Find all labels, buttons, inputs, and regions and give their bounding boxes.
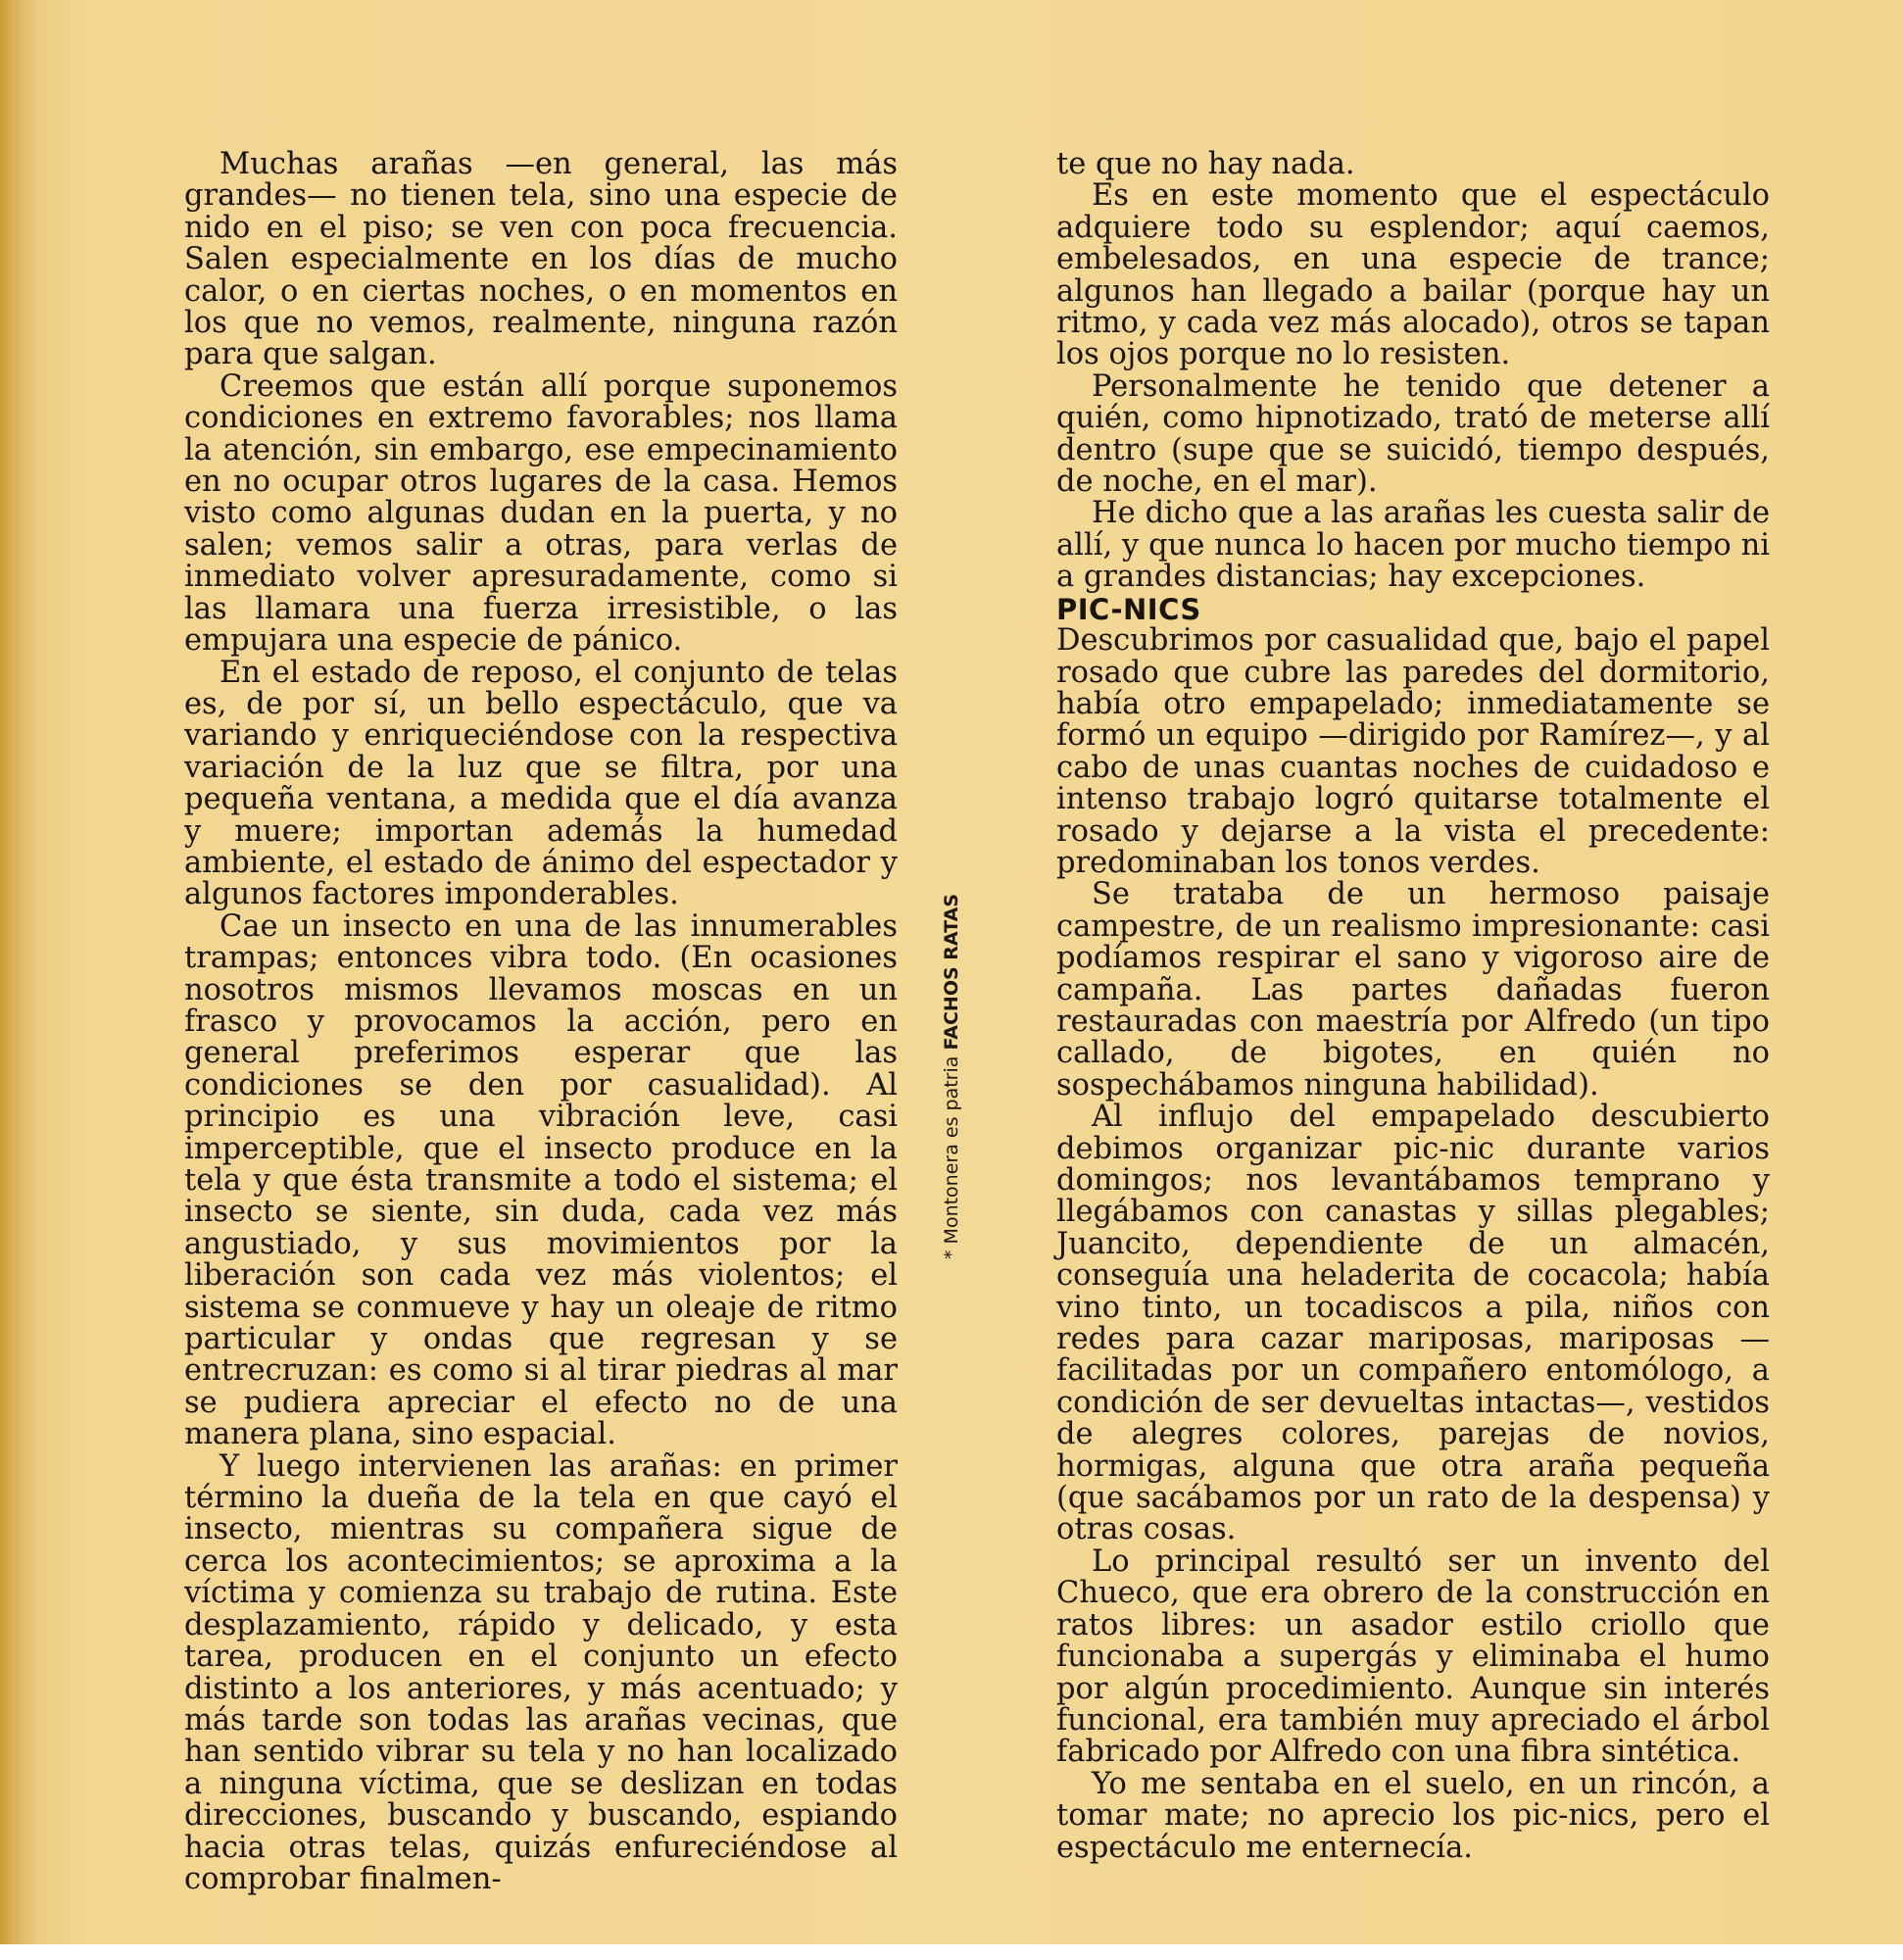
right-paragraph-after-heading: Descubrimos por casualidad que, bajo el papel rosado que cubre las paredes del dormitorio, había otro empapelado; inmediatamente se formó un equipo —dirigido por Ramírez—, y al cabo de unas cuantas noches de cuidadoso e intenso trabajo logró quitarse totalmente el rosado y dejarse a la vista el precedente: predominaban los tonos verdes. <box>1056 623 1770 880</box>
right-paragraph-2: Personalmente he tenido que detener a quién, como hipnotizado, trató de meterse allí dentro (supe que se suicidó, tiempo después, de noche, en el mar). <box>1056 368 1770 500</box>
right-continuation: te que no hay nada. <box>1056 147 1355 181</box>
left-paragraph-1: Muchas arañas —en general, las más grandes— no tienen tela, sino una especie de nido en el piso; se ven con poca frecuencia. Salen especialmente en los días de mucho calor, o en ciertas noches, o en momentos en los que no vemos, realmente, ninguna razón para que salgan. <box>184 147 898 372</box>
right-paragraph-3: He dicho que a las arañas les cuesta salir de allí, y que nunca lo hacen por mucho tiempo ni a grandes distancias; hay excepciones. <box>1056 496 1770 595</box>
left-text-column <box>184 149 898 1895</box>
right-text-column <box>1056 149 1770 1864</box>
running-head-prefix: Montonera es patria <box>941 1055 962 1245</box>
running-head <box>941 894 962 1259</box>
page-bottom-edge <box>0 1944 1903 1960</box>
left-paragraph-4: Cae un insecto en una de las innumerables trampas; entonces vibra todo. (En ocasiones nosotros mismos llevamos moscas en un frasco y provocamos la acción, pero en general preferimos esperar que las condiciones se den por casualidad). Al principio es una vibración leve, casi imperceptible, que el insecto produce en la tela y que ésta transmite a todo el sistema; el insecto se siente, sin duda, cada vez más angustiado, y sus movimientos por la liberación son cada vez más violentos; el sistema se conmueve y hay un oleaje de ritmo particular y ondas que regresan y se entrecruzan: es como si al tirar piedras al mar se pudiera apreciar el efecto no de una manera plana, sino espacial. <box>184 908 898 1452</box>
running-head-star: * <box>941 1250 962 1259</box>
section-heading: PIC-NICS <box>1056 592 1201 626</box>
running-head-title: FACHOS RATAS <box>941 893 962 1051</box>
right-paragraph-1: Es en este momento que el espectáculo adquiere todo su esplendor; aquí caemos, embelesados, en una especie de trance; algunos han llegado a bailar (porque hay un ritmo, y cada vez más alocado), otros se tapan los ojos porque no lo resisten. <box>1056 178 1770 372</box>
right-paragraph-7: Yo me sentaba en el suelo, en un rincón, a tomar mate; no aprecio los pic-nics, pero el espectáculo me enternecía. <box>1056 1766 1770 1865</box>
left-paragraph-3: En el estado de reposo, el conjunto de telas es, de por sí, un bello espectáculo, que va variando y enriqueciéndose con la respectiva variación de la luz que se filtra, por una pequeña ventana, a medida que el día avanza y muere; importan además la humedad ambiente, el estado de ánimo del espectador y algunos factores imponderables. <box>184 655 898 912</box>
left-paragraph-5: Y luego intervienen las arañas: en primer término la dueña de la tela en que cayó el insecto, mientras su compañera sigue de cerca los acontecimientos; se aproxima a la víctima y comienza su trabajo de rutina. Este desplazamiento, rápido y delicado, y esta tarea, producen en el conjunto un efecto distinto a los anteriores, y más acentuado; y más tarde son todas las arañas vecinas, que han sentido vibrar su tela y no han localizado a ninguna víctima, que se deslizan en todas direcciones, buscando y buscando, espiando hacia otras telas, quizás enfureciéndose al comprobar finalmen- <box>184 1448 898 1896</box>
right-paragraph-4: Se trataba de un hermoso paisaje campestre, de un realismo impresionante: casi podíamos respirar el sano y vigoroso aire de campaña. Las partes dañadas fueron restauradas con maestría por Alfredo (un tipo callado, de bigotes, en quién no sospechábamos ninguna habilidad). <box>1056 877 1770 1102</box>
left-paragraph-2: Creemos que están allí porque suponemos condiciones en extremo favorables; nos llama la atención, sin embargo, ese empecinamiento en no ocupar otros lugares de la casa. Hemos visto como algunas dudan en la puerta, y no salen; vemos salir a otras, para verlas de inmediato volver apresuradamente, como si las llamara una fuerza irresistible, o las empujara una especie de pánico. <box>184 368 898 659</box>
right-paragraph-6: Lo principal resultó ser un invento del Chueco, que era obrero de la construcción en ratos libres: un asador estilo criollo que funcionaba a supergás y eliminaba el humo por algún procedimiento. Aunque sin interés funcional, era también muy apreciado el árbol fabricado por Alfredo con una fibra sintética. <box>1056 1544 1770 1770</box>
right-paragraph-5: Al influjo del empapelado descubierto debimos organizar pic-nic durante varios domingos; nos levantábamos temprano y llegábamos con canastas y sillas plegables; Juancito, dependiente de un almacén, conseguía una heladerita de cocacola; había vino tinto, un tocadiscos a pila, niños con redes para cazar mariposas, mariposas —facilitadas por un compañero entomólogo, a condición de ser devueltas intactas—, vestidos de alegres colores, parejas de novios, hormigas, alguna que otra araña pequeña (que sacábamos por un rato de la despensa) y otras cosas. <box>1056 1100 1770 1547</box>
